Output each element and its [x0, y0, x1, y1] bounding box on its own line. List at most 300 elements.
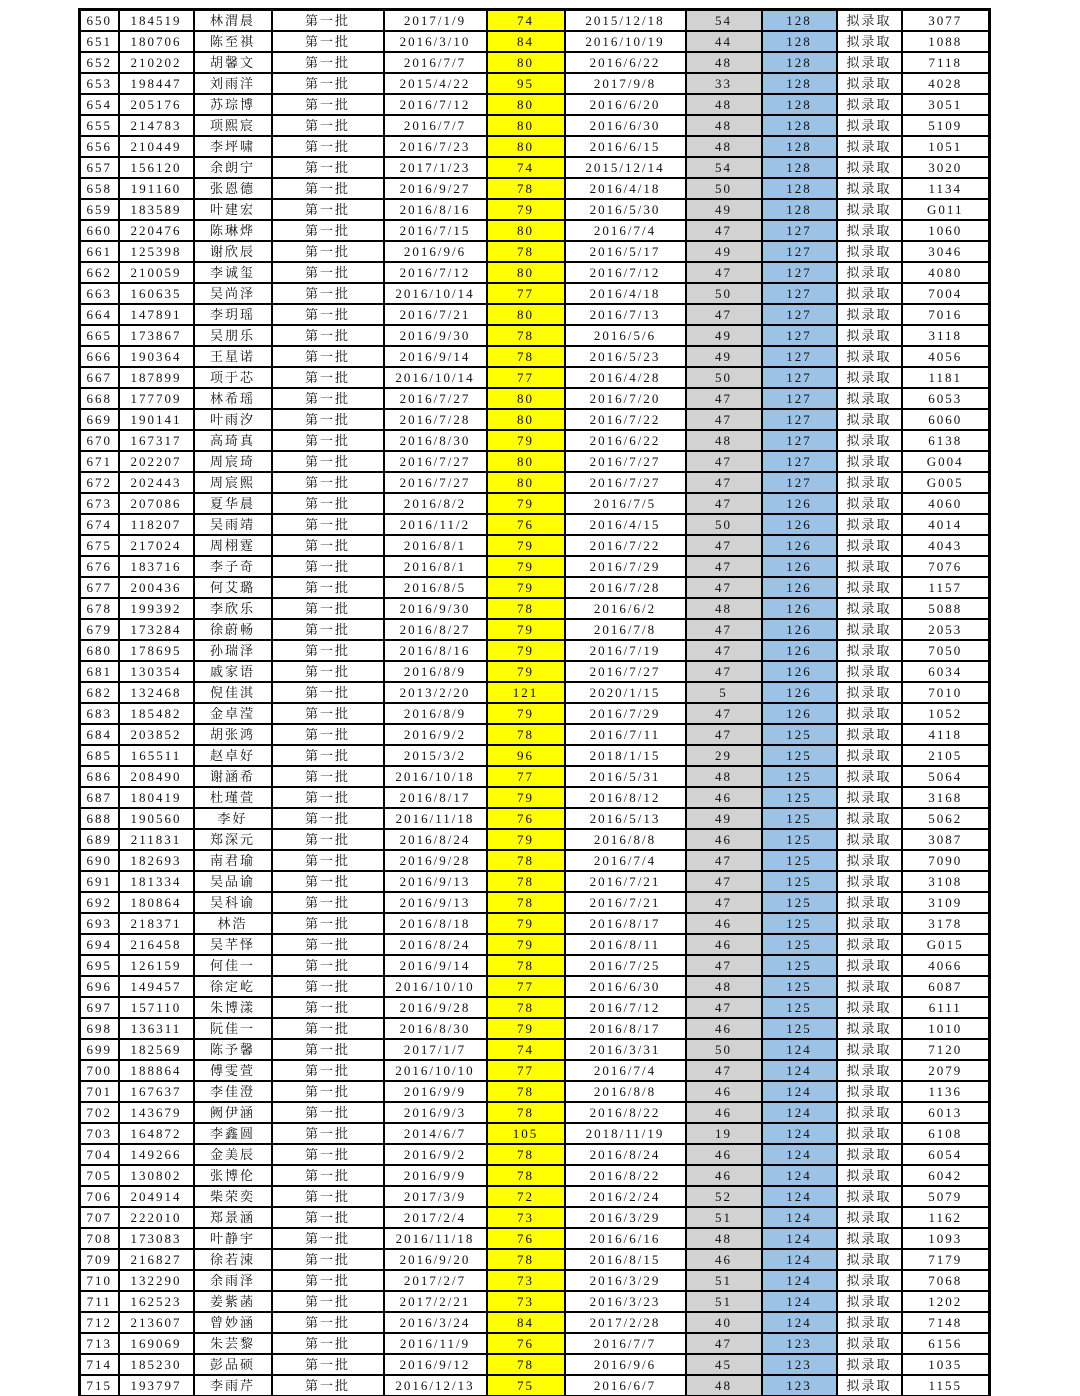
student-name-cell: 李坪啸: [194, 136, 272, 157]
admission-status-cell: 拟录取: [837, 1018, 902, 1039]
code-cell: 1134: [902, 178, 990, 199]
table-row: [80, 1060, 990, 1081]
student-id-cell: 132290: [119, 1270, 194, 1291]
admission-status-cell: 拟录取: [837, 766, 902, 787]
total-score-cell: 128: [762, 10, 837, 32]
row-number-cell: 697: [80, 997, 119, 1018]
table-row: [80, 1165, 990, 1186]
second-date-cell: 2016/7/21: [565, 871, 686, 892]
gray-value-cell: 46: [686, 1102, 762, 1123]
second-date-cell: 2016/7/29: [565, 703, 686, 724]
gray-value-cell: 47: [686, 1060, 762, 1081]
batch-cell: 第一批: [272, 829, 384, 850]
table-row: [80, 1354, 990, 1375]
student-name-cell: 陈琳烨: [194, 220, 272, 241]
second-date-cell: 2016/7/5: [565, 493, 686, 514]
student-id-cell: 214783: [119, 115, 194, 136]
score-highlight-cell: 79: [487, 535, 565, 556]
gray-value-cell: 49: [686, 808, 762, 829]
admission-status-cell: 拟录取: [837, 829, 902, 850]
row-number-cell: 658: [80, 178, 119, 199]
row-number-cell: 678: [80, 598, 119, 619]
birth-date-cell: 2016/9/2: [384, 724, 487, 745]
score-highlight-cell: 77: [487, 976, 565, 997]
gray-value-cell: 46: [686, 1249, 762, 1270]
birth-date-cell: 2016/8/9: [384, 703, 487, 724]
batch-cell: 第一批: [272, 493, 384, 514]
student-name-cell: 林浩: [194, 913, 272, 934]
batch-cell: 第一批: [272, 724, 384, 745]
table-row: [80, 115, 990, 136]
code-cell: 5088: [902, 598, 990, 619]
batch-cell: 第一批: [272, 241, 384, 262]
birth-date-cell: 2014/6/7: [384, 1123, 487, 1144]
table-row: [80, 892, 990, 913]
score-highlight-cell: 80: [487, 472, 565, 493]
total-score-cell: 123: [762, 1354, 837, 1375]
score-highlight-cell: 80: [487, 115, 565, 136]
batch-cell: 第一批: [272, 514, 384, 535]
student-id-cell: 147891: [119, 304, 194, 325]
gray-value-cell: 50: [686, 514, 762, 535]
second-date-cell: 2016/9/6: [565, 1354, 686, 1375]
birth-date-cell: 2017/2/7: [384, 1270, 487, 1291]
score-highlight-cell: 79: [487, 787, 565, 808]
code-cell: 5062: [902, 808, 990, 829]
gray-value-cell: 50: [686, 283, 762, 304]
student-name-cell: 孙瑞泽: [194, 640, 272, 661]
birth-date-cell: 2016/7/27: [384, 388, 487, 409]
admission-status-cell: 拟录取: [837, 52, 902, 73]
gray-value-cell: 51: [686, 1207, 762, 1228]
score-highlight-cell: 95: [487, 73, 565, 94]
birth-date-cell: 2017/2/4: [384, 1207, 487, 1228]
total-score-cell: 124: [762, 1165, 837, 1186]
batch-cell: 第一批: [272, 1165, 384, 1186]
total-score-cell: 127: [762, 346, 837, 367]
table-row: [80, 640, 990, 661]
score-highlight-cell: 80: [487, 262, 565, 283]
admission-status-cell: 拟录取: [837, 115, 902, 136]
batch-cell: 第一批: [272, 367, 384, 388]
student-name-cell: 周宸熙: [194, 472, 272, 493]
gray-value-cell: 54: [686, 157, 762, 178]
row-number-cell: 674: [80, 514, 119, 535]
student-id-cell: 204914: [119, 1186, 194, 1207]
student-name-cell: 余雨泽: [194, 1270, 272, 1291]
total-score-cell: 125: [762, 913, 837, 934]
total-score-cell: 125: [762, 808, 837, 829]
batch-cell: 第一批: [272, 31, 384, 52]
score-highlight-cell: 78: [487, 1165, 565, 1186]
row-number-cell: 688: [80, 808, 119, 829]
gray-value-cell: 47: [686, 619, 762, 640]
table-row: [80, 430, 990, 451]
score-highlight-cell: 78: [487, 1081, 565, 1102]
second-date-cell: 2016/3/29: [565, 1270, 686, 1291]
admission-status-cell: 拟录取: [837, 346, 902, 367]
score-highlight-cell: 76: [487, 808, 565, 829]
row-number-cell: 713: [80, 1333, 119, 1354]
student-id-cell: 198447: [119, 73, 194, 94]
gray-value-cell: 50: [686, 1039, 762, 1060]
total-score-cell: 126: [762, 598, 837, 619]
batch-cell: 第一批: [272, 766, 384, 787]
table-row: [80, 262, 990, 283]
student-id-cell: 125398: [119, 241, 194, 262]
row-number-cell: 675: [80, 535, 119, 556]
gray-value-cell: 29: [686, 745, 762, 766]
birth-date-cell: 2016/9/14: [384, 955, 487, 976]
student-name-cell: 赵卓好: [194, 745, 272, 766]
birth-date-cell: 2016/9/20: [384, 1249, 487, 1270]
birth-date-cell: 2016/8/27: [384, 619, 487, 640]
code-cell: 7068: [902, 1270, 990, 1291]
total-score-cell: 127: [762, 262, 837, 283]
student-name-cell: 叶建宏: [194, 199, 272, 220]
score-highlight-cell: 77: [487, 367, 565, 388]
student-name-cell: 曾妙涵: [194, 1312, 272, 1333]
code-cell: 3046: [902, 241, 990, 262]
student-name-cell: 柴荣奕: [194, 1186, 272, 1207]
student-name-cell: 吴雨靖: [194, 514, 272, 535]
gray-value-cell: 48: [686, 430, 762, 451]
gray-value-cell: 47: [686, 997, 762, 1018]
gray-value-cell: 47: [686, 955, 762, 976]
student-name-cell: 徐蔚畅: [194, 619, 272, 640]
batch-cell: 第一批: [272, 598, 384, 619]
total-score-cell: 124: [762, 1144, 837, 1165]
student-id-cell: 211831: [119, 829, 194, 850]
student-name-cell: 陈至祺: [194, 31, 272, 52]
gray-value-cell: 50: [686, 367, 762, 388]
gray-value-cell: 46: [686, 829, 762, 850]
table-row: [80, 325, 990, 346]
student-id-cell: 191160: [119, 178, 194, 199]
row-number-cell: 694: [80, 934, 119, 955]
student-id-cell: 181334: [119, 871, 194, 892]
code-cell: 7118: [902, 52, 990, 73]
second-date-cell: 2016/8/8: [565, 1081, 686, 1102]
row-number-cell: 695: [80, 955, 119, 976]
row-number-cell: 671: [80, 451, 119, 472]
score-highlight-cell: 96: [487, 745, 565, 766]
second-date-cell: 2016/4/28: [565, 367, 686, 388]
code-cell: 2079: [902, 1060, 990, 1081]
table-row: [80, 367, 990, 388]
admission-status-cell: 拟录取: [837, 1312, 902, 1333]
score-highlight-cell: 80: [487, 388, 565, 409]
total-score-cell: 125: [762, 766, 837, 787]
code-cell: 4060: [902, 493, 990, 514]
batch-cell: 第一批: [272, 682, 384, 703]
birth-date-cell: 2016/7/23: [384, 136, 487, 157]
total-score-cell: 126: [762, 493, 837, 514]
score-highlight-cell: 80: [487, 136, 565, 157]
second-date-cell: 2016/7/21: [565, 892, 686, 913]
student-id-cell: 173867: [119, 325, 194, 346]
gray-value-cell: 47: [686, 304, 762, 325]
row-number-cell: 708: [80, 1228, 119, 1249]
score-highlight-cell: 76: [487, 514, 565, 535]
row-number-cell: 714: [80, 1354, 119, 1375]
total-score-cell: 126: [762, 619, 837, 640]
admission-status-cell: 拟录取: [837, 514, 902, 535]
student-id-cell: 200436: [119, 577, 194, 598]
student-id-cell: 180419: [119, 787, 194, 808]
student-id-cell: 218371: [119, 913, 194, 934]
student-name-cell: 周栩霆: [194, 535, 272, 556]
batch-cell: 第一批: [272, 640, 384, 661]
batch-cell: 第一批: [272, 1018, 384, 1039]
code-cell: 6013: [902, 1102, 990, 1123]
table-row: [80, 1270, 990, 1291]
total-score-cell: 127: [762, 430, 837, 451]
total-score-cell: 128: [762, 157, 837, 178]
code-cell: 1051: [902, 136, 990, 157]
student-name-cell: 王星诺: [194, 346, 272, 367]
admission-status-cell: 拟录取: [837, 1228, 902, 1249]
code-cell: 2053: [902, 619, 990, 640]
table-row: [80, 913, 990, 934]
gray-value-cell: 47: [686, 409, 762, 430]
row-number-cell: 662: [80, 262, 119, 283]
student-id-cell: 167637: [119, 1081, 194, 1102]
gray-value-cell: 47: [686, 262, 762, 283]
code-cell: 6034: [902, 661, 990, 682]
second-date-cell: 2016/7/4: [565, 220, 686, 241]
score-highlight-cell: 78: [487, 1102, 565, 1123]
gray-value-cell: 47: [686, 493, 762, 514]
total-score-cell: 123: [762, 1375, 837, 1396]
second-date-cell: 2017/2/28: [565, 1312, 686, 1333]
table-row: [80, 724, 990, 745]
birth-date-cell: 2016/9/6: [384, 241, 487, 262]
row-number-cell: 690: [80, 850, 119, 871]
batch-cell: 第一批: [272, 808, 384, 829]
birth-date-cell: 2016/8/24: [384, 829, 487, 850]
code-cell: 1202: [902, 1291, 990, 1312]
batch-cell: 第一批: [272, 73, 384, 94]
batch-cell: 第一批: [272, 1186, 384, 1207]
admission-status-cell: 拟录取: [837, 388, 902, 409]
birth-date-cell: 2016/7/28: [384, 409, 487, 430]
student-id-cell: 207086: [119, 493, 194, 514]
batch-cell: 第一批: [272, 52, 384, 73]
second-date-cell: 2016/7/27: [565, 661, 686, 682]
total-score-cell: 124: [762, 1039, 837, 1060]
code-cell: 1155: [902, 1375, 990, 1396]
student-id-cell: 190364: [119, 346, 194, 367]
student-id-cell: 213607: [119, 1312, 194, 1333]
admission-status-cell: 拟录取: [837, 703, 902, 724]
batch-cell: 第一批: [272, 304, 384, 325]
student-id-cell: 183716: [119, 556, 194, 577]
batch-cell: 第一批: [272, 535, 384, 556]
admission-status-cell: 拟录取: [837, 241, 902, 262]
gray-value-cell: 47: [686, 892, 762, 913]
birth-date-cell: 2016/7/7: [384, 115, 487, 136]
score-highlight-cell: 76: [487, 1333, 565, 1354]
second-date-cell: 2016/8/17: [565, 913, 686, 934]
table-row: [80, 535, 990, 556]
second-date-cell: 2016/7/22: [565, 409, 686, 430]
birth-date-cell: 2016/9/28: [384, 850, 487, 871]
student-name-cell: 吴科谕: [194, 892, 272, 913]
total-score-cell: 125: [762, 934, 837, 955]
student-name-cell: 张博伦: [194, 1165, 272, 1186]
batch-cell: 第一批: [272, 1354, 384, 1375]
row-number-cell: 679: [80, 619, 119, 640]
table-row: [80, 409, 990, 430]
batch-cell: 第一批: [272, 430, 384, 451]
total-score-cell: 127: [762, 472, 837, 493]
code-cell: 7050: [902, 640, 990, 661]
code-cell: 1060: [902, 220, 990, 241]
score-highlight-cell: 78: [487, 325, 565, 346]
batch-cell: 第一批: [272, 892, 384, 913]
student-id-cell: 188864: [119, 1060, 194, 1081]
row-number-cell: 655: [80, 115, 119, 136]
birth-date-cell: 2017/2/21: [384, 1291, 487, 1312]
gray-value-cell: 48: [686, 136, 762, 157]
second-date-cell: 2016/8/22: [565, 1102, 686, 1123]
birth-date-cell: 2016/9/30: [384, 325, 487, 346]
second-date-cell: 2016/7/29: [565, 556, 686, 577]
birth-date-cell: 2016/8/16: [384, 199, 487, 220]
student-name-cell: 戚家语: [194, 661, 272, 682]
student-id-cell: 185482: [119, 703, 194, 724]
score-highlight-cell: 78: [487, 892, 565, 913]
admission-status-cell: 拟录取: [837, 220, 902, 241]
gray-value-cell: 46: [686, 1165, 762, 1186]
student-id-cell: 190560: [119, 808, 194, 829]
student-name-cell: 张恩德: [194, 178, 272, 199]
gray-value-cell: 49: [686, 325, 762, 346]
code-cell: 1181: [902, 367, 990, 388]
gray-value-cell: 46: [686, 1144, 762, 1165]
score-highlight-cell: 78: [487, 850, 565, 871]
row-number-cell: 692: [80, 892, 119, 913]
birth-date-cell: 2016/11/9: [384, 1333, 487, 1354]
gray-value-cell: 47: [686, 451, 762, 472]
second-date-cell: 2016/5/6: [565, 325, 686, 346]
row-number-cell: 652: [80, 52, 119, 73]
row-number-cell: 681: [80, 661, 119, 682]
student-name-cell: 朱博漾: [194, 997, 272, 1018]
table-row: [80, 283, 990, 304]
code-cell: 6111: [902, 997, 990, 1018]
second-date-cell: 2016/4/15: [565, 514, 686, 535]
score-highlight-cell: 121: [487, 682, 565, 703]
total-score-cell: 124: [762, 1291, 837, 1312]
second-date-cell: 2016/7/12: [565, 997, 686, 1018]
total-score-cell: 128: [762, 73, 837, 94]
birth-date-cell: 2016/7/27: [384, 472, 487, 493]
total-score-cell: 124: [762, 1270, 837, 1291]
batch-cell: 第一批: [272, 178, 384, 199]
birth-date-cell: 2017/3/9: [384, 1186, 487, 1207]
row-number-cell: 650: [80, 10, 119, 32]
score-highlight-cell: 79: [487, 619, 565, 640]
second-date-cell: 2016/3/23: [565, 1291, 686, 1312]
student-id-cell: 210449: [119, 136, 194, 157]
student-name-cell: 周宸琦: [194, 451, 272, 472]
admission-status-cell: 拟录取: [837, 1375, 902, 1396]
total-score-cell: 126: [762, 682, 837, 703]
birth-date-cell: 2016/8/5: [384, 577, 487, 598]
student-name-cell: 余朗宁: [194, 157, 272, 178]
birth-date-cell: 2016/7/12: [384, 94, 487, 115]
gray-value-cell: 19: [686, 1123, 762, 1144]
total-score-cell: 124: [762, 1081, 837, 1102]
student-id-cell: 182693: [119, 850, 194, 871]
student-name-cell: 金卓滢: [194, 703, 272, 724]
total-score-cell: 128: [762, 52, 837, 73]
student-name-cell: 李诚玺: [194, 262, 272, 283]
second-date-cell: 2016/7/22: [565, 535, 686, 556]
gray-value-cell: 49: [686, 346, 762, 367]
student-id-cell: 136311: [119, 1018, 194, 1039]
batch-cell: 第一批: [272, 136, 384, 157]
student-name-cell: 傅雯萱: [194, 1060, 272, 1081]
code-cell: 3051: [902, 94, 990, 115]
code-cell: 7076: [902, 556, 990, 577]
score-highlight-cell: 77: [487, 283, 565, 304]
admission-status-cell: 拟录取: [837, 409, 902, 430]
admission-status-cell: 拟录取: [837, 430, 902, 451]
birth-date-cell: 2016/10/14: [384, 367, 487, 388]
student-id-cell: 210059: [119, 262, 194, 283]
second-date-cell: 2016/6/15: [565, 136, 686, 157]
student-id-cell: 157110: [119, 997, 194, 1018]
row-number-cell: 703: [80, 1123, 119, 1144]
admission-status-cell: 拟录取: [837, 94, 902, 115]
batch-cell: 第一批: [272, 976, 384, 997]
gray-value-cell: 48: [686, 1375, 762, 1396]
row-number-cell: 706: [80, 1186, 119, 1207]
score-highlight-cell: 79: [487, 493, 565, 514]
batch-cell: 第一批: [272, 283, 384, 304]
score-highlight-cell: 78: [487, 178, 565, 199]
second-date-cell: 2016/7/28: [565, 577, 686, 598]
second-date-cell: 2016/3/31: [565, 1039, 686, 1060]
admission-status-cell: 拟录取: [837, 325, 902, 346]
second-date-cell: 2016/6/22: [565, 430, 686, 451]
gray-value-cell: 48: [686, 52, 762, 73]
second-date-cell: 2016/5/30: [565, 199, 686, 220]
batch-cell: 第一批: [272, 997, 384, 1018]
total-score-cell: 125: [762, 829, 837, 850]
code-cell: 1136: [902, 1081, 990, 1102]
student-name-cell: 叶雨汐: [194, 409, 272, 430]
admission-status-cell: 拟录取: [837, 451, 902, 472]
gray-value-cell: 46: [686, 787, 762, 808]
birth-date-cell: 2016/12/13: [384, 1375, 487, 1396]
table-row: [80, 1333, 990, 1354]
code-cell: 2105: [902, 745, 990, 766]
batch-cell: 第一批: [272, 1291, 384, 1312]
batch-cell: 第一批: [272, 1039, 384, 1060]
birth-date-cell: 2017/1/23: [384, 157, 487, 178]
admission-status-cell: 拟录取: [837, 640, 902, 661]
total-score-cell: 126: [762, 556, 837, 577]
table-row: [80, 1228, 990, 1249]
student-name-cell: 项于芯: [194, 367, 272, 388]
gray-value-cell: 51: [686, 1291, 762, 1312]
student-name-cell: 李子奇: [194, 556, 272, 577]
second-date-cell: 2020/1/15: [565, 682, 686, 703]
